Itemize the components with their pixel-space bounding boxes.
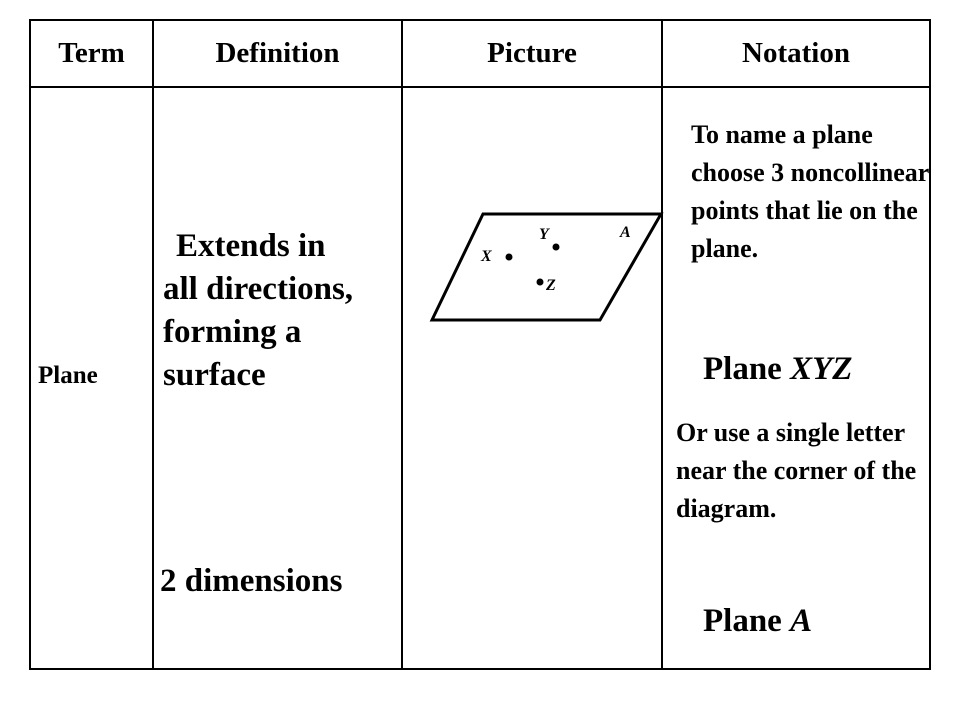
corner-label-a: A [620,224,631,241]
column-divider-1 [152,19,154,670]
notation-example-xyz [703,351,852,388]
table-border-bottom [29,668,931,670]
dimensions-text: 2 dimensions [160,563,343,599]
definition-first-line: Extends in [176,228,326,264]
header-definition: Definition [215,36,340,69]
point-label-z: Z [546,277,556,294]
header-term: Term [58,36,125,69]
plane-diagram [430,210,665,325]
notation-single-letter-text: Or use a single letter near the corner of the diagram. [676,418,917,523]
plane-name-a: A [790,603,813,639]
term-cell: Plane [38,362,98,389]
notation-example-a [703,603,812,640]
header-notation: Notation [742,36,850,69]
point-label-y: Y [539,226,549,243]
plane-name-xyz: XYZ [790,351,853,387]
definition-rest: all directions, forming a surface [163,271,354,393]
point-label-x: X [481,248,492,265]
point-z-dot [537,279,544,286]
table-border-left [29,19,31,670]
column-divider-2 [401,19,403,670]
point-x-dot [506,254,513,261]
header-picture: Picture [487,36,577,69]
column-divider-3 [661,19,663,670]
point-y-dot [553,244,560,251]
definition-text [163,225,396,397]
plane-word-2: Plane [703,603,782,639]
plane-word-1: Plane [703,351,782,387]
notation-three-points-text: To name a plane choose 3 noncollinear points that lie on the plane. [691,120,929,263]
